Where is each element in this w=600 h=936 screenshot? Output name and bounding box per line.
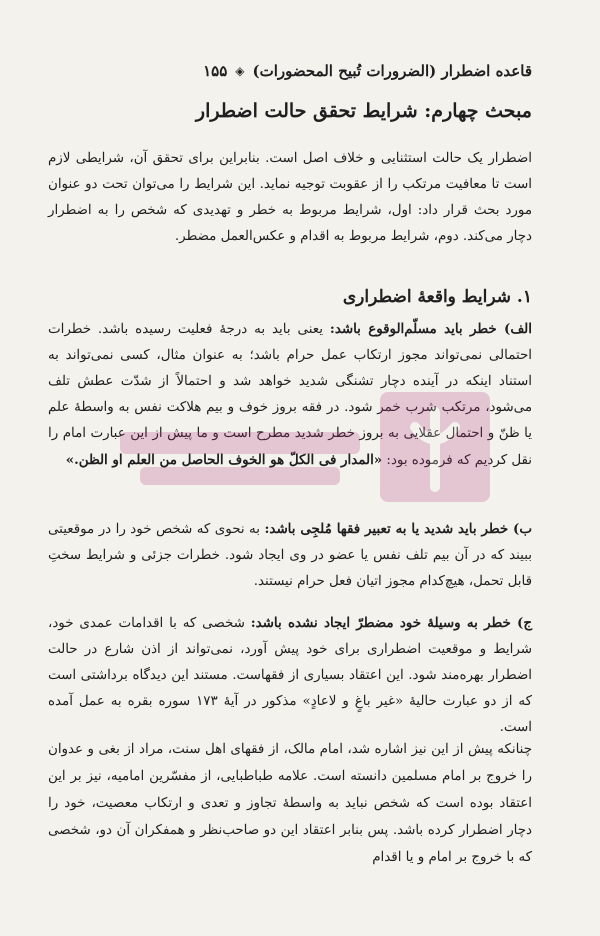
condition-be-text: به نحوی که شخص خود را در موقعیتی ببیند که در آن بیم تلف نفس یا عضو در وی ایجاد شود. خطرات جزئی و شرایط سختِ قابل تحمل، هیچ‌کدام مجوز اتیان فعل حرام نیستند. xyxy=(48,522,532,589)
closing-paragraph: چنانکه پیش از این نیز اشاره شد، امام مالک، از فقهای اهل سنت، مراد از بغی و عدوان را خروج بر امام مسلمین دانسته است. علامه طباطبایی، از مفسّرین امامیه، نیز بر این اعتقاد بوده است که شخص نباید به واسطهٔ تجاوز و تعدی و ارتکاب معصیت، خود را دچار اضطرار کرده باشد. پس بنابر اعتقاد این دو صاحب‌نظر و همفکران آن دو، شخصی که با خروج بر امام و یا اقدام xyxy=(48,742,532,865)
running-header xyxy=(48,62,532,80)
condition-be-paragraph xyxy=(48,516,532,595)
condition-alef-lead: الف) خطر باید مسلّم‌الوقوع باشد: xyxy=(329,321,532,337)
intro-paragraph: اضطرار یک حالت استثنایی و خلاف اصل است. بنابراین برای تحقق آن، شرایطی لازم است تا معافیت مرتکب را از عقوبت توجیه نماید. این شرایط را می‌توان تحت دو عنوان مورد بحث قرار داد: اول، شرایط مربوط به خطر و تهدیدی که شخص را به اضطرار دچار می‌کند. دوم، شرایط مربوط به اقدام و عکس‌العمل مضطر. xyxy=(48,151,532,244)
condition-alef-text: یعنی باید به درجهٔ فعلیت رسیده باشد. خطرات احتمالی نمی‌تواند مجوز ارتکاب عمل حرام باشد؛ به عنوان مثال، کسی نمی‌تواند به استناد اینکه در آینده دچار تشنگی شدید خواهد شد و احتمالاً از شدّت عطش تلف می‌شود، مرتکب شرب خمر شود. در فقه بروز خوف و بیم هلاکت نفس به واسطهٔ علم یا ظنّ و احتمال عقلایی به بروز خطر شدید مطرح است و ما پیش از این عبارت امام را نقل کردیم که فرموده بود: xyxy=(48,322,532,468)
condition-alef-paragraph xyxy=(48,316,532,474)
running-title: قاعده اضطرار (الضرورات تُبیح المحضورات) xyxy=(252,62,532,80)
page-number: ۱۵۵ xyxy=(203,62,228,80)
section-title: مبحث چهارم: شرایط تحقق حالت اضطرار xyxy=(195,100,532,122)
condition-be-lead: ب) خطر باید شدید یا به تعبیر فقها مُلجِی باشد: xyxy=(264,521,532,537)
condition-alef-quote: «المدار فی الکلّ هو الخوف الحاصل من العلم او الظن.» xyxy=(65,452,383,468)
subsection-title: ۱. شرایط واقعهٔ اضطراری xyxy=(342,287,532,307)
condition-jim-paragraph xyxy=(48,610,532,741)
condition-jim-lead: ج) خطر به وسیلهٔ خود مضطرّ ایجاد نشده باشد: xyxy=(250,615,532,631)
diamond-ornament-icon: ◈ xyxy=(235,64,245,78)
condition-jim-text: شخصی که با اقدامات عمدی خود، شرایط و موقعیت اضطراری برای خود پیش آورد، نمی‌تواند از اذن شارع در حالت اضطرار بهره‌مند شود. این اعتقاد بسیاری از فقهاست. مستند این دیدگاه برداشتی است که از دو عبارت حالیهٔ «غیر باغٍ و لاعادٍ» مذکور در آیهٔ ۱۷۳ سوره بقره به عمل آمده است. xyxy=(48,616,532,735)
